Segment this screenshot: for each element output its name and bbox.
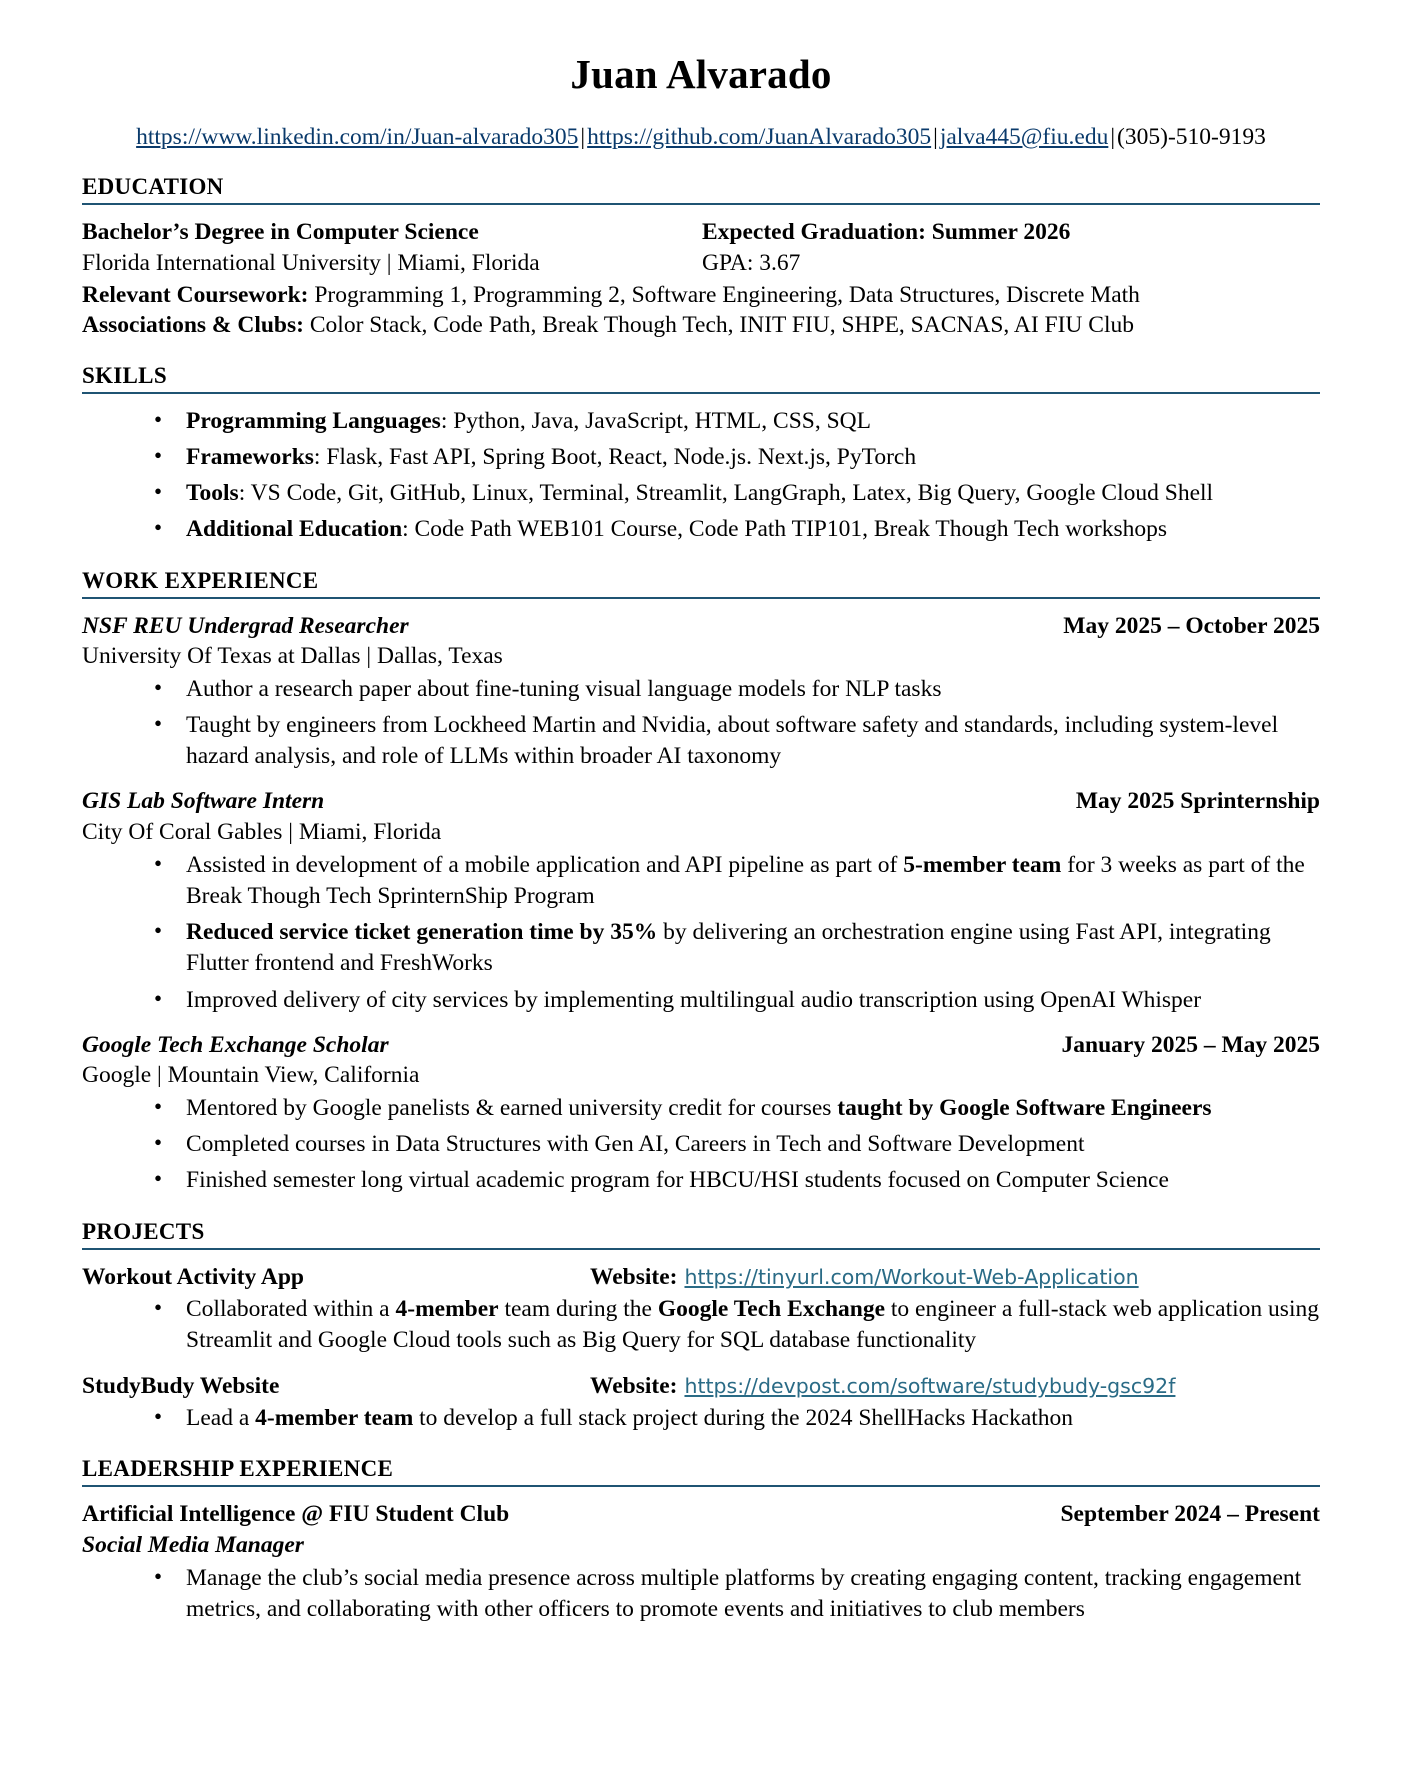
contact-separator-1: | xyxy=(580,124,586,151)
section-rule-leadership xyxy=(82,1485,1320,1487)
bullet-emphasis: Reduced service ticket generation time by 35% xyxy=(186,919,658,946)
bullet-text-tail: by delivering an orchestration engine using Fast API, integrating Flutter frontend and FreshWorks xyxy=(186,919,1271,977)
work-entry xyxy=(82,1030,1320,1197)
clubs-label: Associations & Clubs: xyxy=(82,312,304,339)
section-heading-projects: PROJECTS xyxy=(82,1218,205,1244)
list-item xyxy=(154,1563,1320,1626)
work-date: May 2025 – October 2025 xyxy=(1063,612,1320,639)
skills-list xyxy=(82,406,1320,546)
contact-separator-2: | xyxy=(933,124,938,151)
bullet-text-tail: for 3 weeks as part of the Break Though Tech SprinternShip Program xyxy=(186,851,1305,909)
work-org: University Of Texas at Dallas | Dallas, Texas xyxy=(82,643,503,670)
work-entry xyxy=(82,611,1320,773)
education-gpa: GPA: 3.67 xyxy=(702,250,801,277)
work-entry-header xyxy=(82,611,1320,642)
education-degree: Bachelor’s Degree in Computer Science xyxy=(82,219,479,246)
work-entry-header xyxy=(82,786,1320,817)
work-org: Google | Mountain View, California xyxy=(82,1062,420,1089)
project-bullets xyxy=(82,1403,1320,1434)
project-entry-header xyxy=(82,1371,1320,1402)
education-clubs-row xyxy=(82,310,1320,341)
project-website-label: Website: xyxy=(590,1372,678,1399)
list-item xyxy=(154,985,1320,1016)
section-heading-education: EDUCATION xyxy=(82,174,224,200)
email-link[interactable]: jalva445@fiu.edu xyxy=(939,124,1109,151)
section-rule-education xyxy=(82,203,1320,205)
section-heading-work: WORK EXPERIENCE xyxy=(82,567,319,593)
project-website-link[interactable]: https://devpost.com/software/studybudy-gsc92f xyxy=(684,1373,1176,1398)
project-entry-header xyxy=(82,1262,1320,1293)
project-entry xyxy=(82,1262,1320,1357)
bullet-text: Assisted in development of a mobile application and API pipeline as part of xyxy=(186,851,904,878)
skill-label: Additional Education xyxy=(186,516,403,543)
leadership-entry-header xyxy=(82,1499,1320,1530)
work-title: GIS Lab Software Intern xyxy=(82,788,325,815)
bullet-text: Taught by engineers from Lockheed Martin and Nvidia, about software safety and standards, including system-level hazard analysis, and role of LLMs within broader AI taxonomy xyxy=(186,711,1279,770)
project-website-link[interactable]: https://tinyurl.com/Workout-Web-Application xyxy=(684,1264,1139,1289)
list-item xyxy=(154,514,1320,545)
list-item xyxy=(154,710,1320,773)
project-website-label: Website: xyxy=(590,1263,678,1290)
work-entry-header xyxy=(82,1030,1320,1061)
list-item xyxy=(154,1129,1320,1160)
work-entry xyxy=(82,786,1320,1015)
section-rule-skills xyxy=(82,392,1320,394)
skill-value: : VS Code, Git, GitHub, Linux, Terminal, Streamlit, LangGraph, Latex, Big Query, Google Cloud Shell xyxy=(238,480,1214,507)
project-name: StudyBudy Website xyxy=(82,1372,280,1399)
education-school-row xyxy=(82,248,1320,279)
contact-separator-3: | xyxy=(1110,124,1116,151)
skill-value: : Python, Java, JavaScript, HTML, CSS, SQL xyxy=(440,407,871,434)
list-item xyxy=(154,1294,1320,1357)
section-rule-work xyxy=(82,597,1320,599)
page-title: Juan Alvarado xyxy=(570,51,832,97)
bullet-text: Mentored by Google panelists & earned university credit for courses xyxy=(186,1094,838,1121)
work-bullets xyxy=(82,850,1320,1016)
work-title: Google Tech Exchange Scholar xyxy=(82,1031,389,1058)
bullet-text-tail: to engineer a full-stack web application using Streamlit and Google Cloud tools such as Big Query for SQL database functionality xyxy=(186,1296,1319,1354)
bullet-emphasis: 4-member xyxy=(395,1296,499,1323)
education-graduation: Expected Graduation: Summer 2026 xyxy=(702,219,1071,246)
bullet-text-mid: team during the xyxy=(498,1296,658,1323)
bullet-text: Manage the club’s social media presence across multiple platforms by creating engaging content, tracking engagement metrics, and collaborating with other officers to promote events and initiatives to club members xyxy=(186,1564,1302,1622)
skill-label: Frameworks xyxy=(186,443,314,470)
education-coursework-row xyxy=(82,280,1320,311)
leadership-org: Artificial Intelligence @ FIU Student Club xyxy=(82,1501,510,1528)
linkedin-link[interactable]: https://www.linkedin.com/in/Juan-alvarado305 xyxy=(136,124,579,151)
list-item xyxy=(154,1093,1320,1124)
skill-label: Tools xyxy=(186,480,239,507)
bullet-emphasis: taught by Google Software Engineers xyxy=(837,1094,1212,1121)
project-entry xyxy=(82,1371,1320,1435)
project-name: Workout Activity App xyxy=(82,1263,304,1290)
list-item xyxy=(154,850,1320,913)
github-link[interactable]: https://github.com/JuanAlvarado305 xyxy=(587,124,932,151)
project-bullets xyxy=(82,1294,1320,1357)
section-rule-projects xyxy=(82,1248,1320,1250)
contact-line xyxy=(82,123,1320,152)
list-item xyxy=(154,442,1320,473)
bullet-text: Lead a xyxy=(186,1405,256,1432)
leadership-bullets xyxy=(82,1563,1320,1626)
bullet-text: Improved delivery of city services by implementing multilingual audio transcription using OpenAI Whisper xyxy=(186,986,1202,1013)
bullet-text: Author a research paper about fine-tuning visual language models for NLP tasks xyxy=(186,675,942,702)
list-item xyxy=(154,674,1320,705)
education-school: Florida International University | Miami, Florida xyxy=(82,250,540,277)
list-item xyxy=(154,478,1320,509)
bullet-text: Collaborated within a xyxy=(186,1296,396,1323)
bullet-text-tail: to develop a full stack project during the 2024 ShellHacks Hackathon xyxy=(413,1405,1074,1432)
list-item xyxy=(154,406,1320,437)
coursework-value: Programming 1, Programming 2, Software Engineering, Data Structures, Discrete Math xyxy=(308,281,1140,308)
education-degree-row xyxy=(82,217,1320,248)
bullet-emphasis-2: Google Tech Exchange xyxy=(657,1296,886,1323)
list-item xyxy=(154,917,1320,980)
bullet-text: Finished semester long virtual academic program for HBCU/HSI students focused on Computer Science xyxy=(186,1167,1169,1194)
bullet-emphasis: 4-member team xyxy=(255,1405,414,1432)
section-heading-skills: SKILLS xyxy=(82,362,167,388)
bullet-emphasis: 5-member team xyxy=(903,851,1062,878)
work-bullets xyxy=(82,674,1320,773)
phone-number: (305)-510-9193 xyxy=(1117,124,1266,151)
coursework-label: Relevant Coursework: xyxy=(82,281,309,308)
work-date: January 2025 – May 2025 xyxy=(1061,1031,1320,1058)
skill-label: Programming Languages xyxy=(186,407,441,434)
leadership-entry xyxy=(82,1499,1320,1625)
skill-value: : Flask, Fast API, Spring Boot, React, Node.js. Next.js, PyTorch xyxy=(313,443,917,470)
bullet-text: Completed courses in Data Structures with Gen AI, Careers in Tech and Software Development xyxy=(186,1131,1085,1158)
skill-value: : Code Path WEB101 Course, Code Path TIP101, Break Though Tech workshops xyxy=(402,516,1168,543)
leadership-date: September 2024 – Present xyxy=(1060,1501,1320,1528)
work-org: City Of Coral Gables | Miami, Florida xyxy=(82,818,442,845)
list-item xyxy=(154,1403,1320,1434)
section-heading-leadership: LEADERSHIP EXPERIENCE xyxy=(82,1456,394,1482)
clubs-value: Color Stack, Code Path, Break Though Tech, INIT FIU, SHPE, SACNAS, AI FIU Club xyxy=(303,312,1134,339)
leadership-role: Social Media Manager xyxy=(82,1532,304,1559)
work-bullets xyxy=(82,1093,1320,1197)
work-title: NSF REU Undergrad Researcher xyxy=(82,612,409,639)
work-date: May 2025 Sprinternship xyxy=(1075,788,1320,815)
list-item xyxy=(154,1165,1320,1196)
